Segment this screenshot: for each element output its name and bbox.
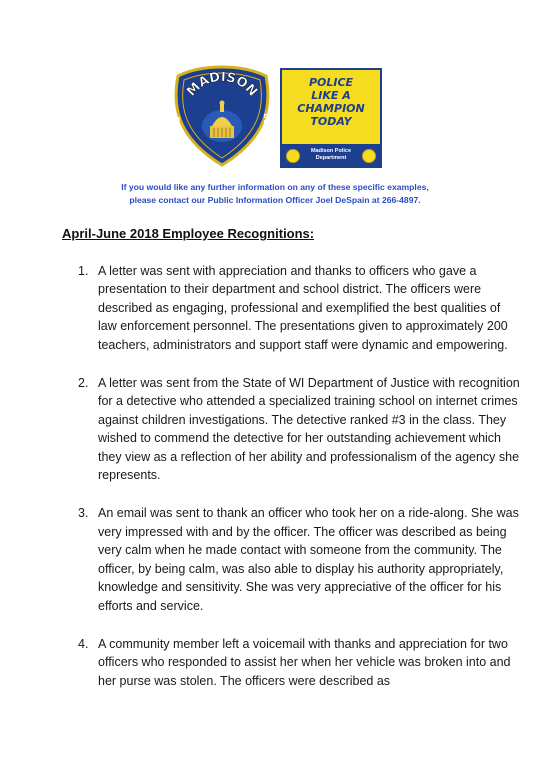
logo-banner — [170, 64, 384, 172]
contact-note-line-2: please contact our Public Information Officer Joel DeSpain at 266-4897. — [129, 194, 421, 205]
item-number: 4. — [78, 636, 89, 651]
champion-footer-text: Madison Police Department — [310, 148, 352, 161]
list-item — [80, 504, 520, 614]
champion-line-2: LIKE A — [311, 89, 351, 102]
list-item — [80, 262, 520, 354]
item-number: 3. — [78, 506, 89, 521]
champion-line-3: CHAMPION — [297, 102, 365, 115]
badge-left-text: POLICE — [172, 116, 194, 150]
madison-police-badge-logo — [170, 64, 274, 168]
contact-note-line-1: If you would like any further information on any of these specific examples, — [121, 182, 429, 192]
champion-line-4: TODAY — [310, 115, 352, 128]
item-text: A letter was sent with appreciation and thanks to officers who gave a presentation to their department and school district. The officers were described as engaging, professional and exemplified the best qualities of law enforcement personnel. The presentations given to approximately 200 teachers, administrators and support staff were dynamic and empowering. — [98, 264, 508, 352]
police-like-a-champion-logo — [280, 68, 382, 168]
mini-badge-icon — [286, 149, 300, 163]
item-number: 2. — [78, 376, 89, 391]
champion-footer-strip — [282, 144, 380, 166]
item-text: An email was sent to thank an officer who took her on a ride-along. She was very impressed with and by the officer. The officer was described as being very calm when he made contact with someone from the community. The officer, by being calm, was also able to display his authority appropriately, knowledge and sensitivity. She was very appreciative of the officer for his efforts and service. — [98, 506, 519, 613]
item-text: A letter was sent from the State of WI Department of Justice with recognition for a detective who attended a specialized training school on internet crimes against children investigations. The detective ranked #3 in the class. They wished to commend the detective for her outstanding achievement which they view as a reflection of her ability and professionalism of the agency she represents. — [98, 376, 520, 483]
mini-badge-icon — [362, 149, 376, 163]
badge-right-text: DEPARTMENT — [236, 113, 271, 161]
champion-slogan — [282, 76, 380, 128]
badge-top-text: MADISON — [184, 69, 261, 100]
item-text: A community member left a voicemail with thanks and appreciation for two officers who responded to assist her when her vehicle was broken into and her purse was stolen. The officers were described as — [98, 636, 511, 688]
recognition-list — [80, 262, 520, 710]
champion-line-1: POLICE — [308, 76, 354, 89]
contact-note — [60, 181, 490, 206]
list-item — [80, 635, 520, 690]
item-number: 1. — [78, 264, 89, 278]
page-heading: April-June 2018 Employee Recognitions: — [62, 226, 315, 241]
list-item — [80, 374, 520, 484]
